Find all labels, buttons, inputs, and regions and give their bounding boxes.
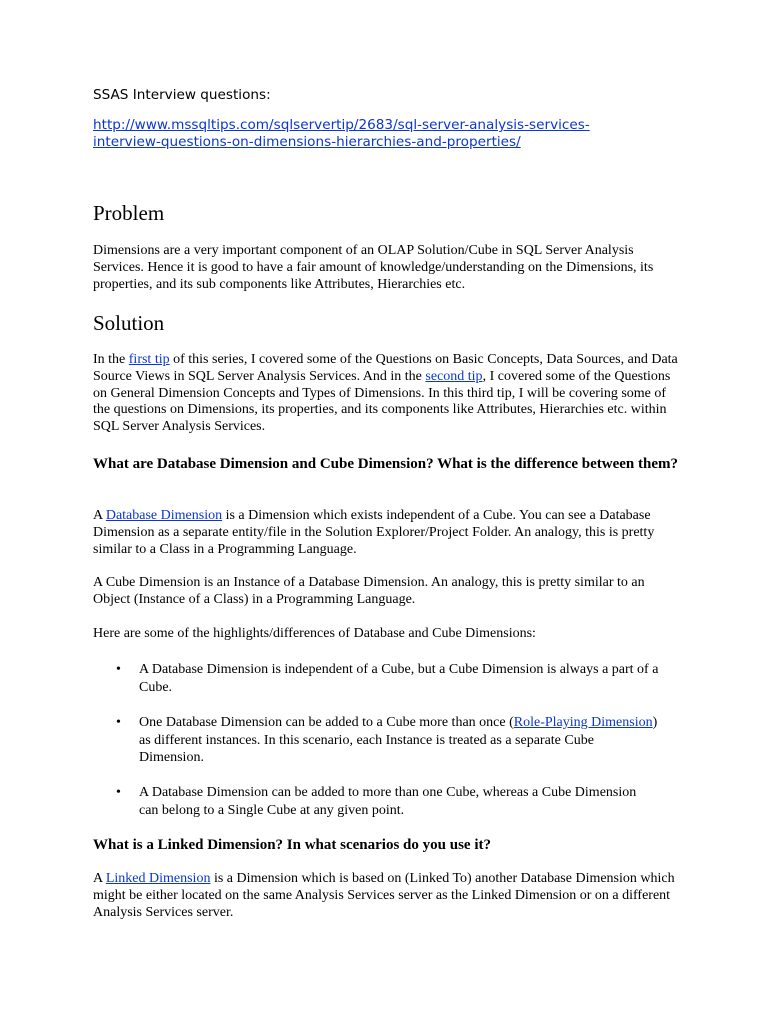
first-tip-link[interactable]: first tip [128, 352, 170, 367]
bullet-icon: • [116, 662, 121, 677]
bullet2-text-b: ) as different instances. In this scenario, each Instance is treated as a separate Cube Dimension. [139, 715, 658, 765]
question-1-heading: What are Database Dimension and Cube Dimension? What is the difference between them? [93, 456, 678, 472]
q1-text-a: A [93, 508, 106, 523]
linked-dimension-link[interactable]: Linked Dimension [105, 871, 211, 886]
solution-heading: Solution [93, 311, 165, 335]
q2-text-b: is a Dimension which is based on (Linked To) another Database Dimension which might be either located on the same Analysis Services server as the Linked Dimension or on a different Analysis Services server. [93, 871, 675, 920]
list-item-text [139, 714, 659, 767]
source-link[interactable] [93, 117, 653, 151]
intro-title: SSAS Interview questions: [93, 87, 271, 103]
cube-dimension-paragraph: A Cube Dimension is an Instance of a Database Dimension. An analogy, this is pretty similar to an Object (Instance of a Class) in a Programming Language. [93, 575, 645, 607]
bullet2-text-a: One Database Dimension can be added to a Cube more than once ( [139, 715, 514, 730]
bullet-icon: • [116, 715, 121, 730]
second-tip-link[interactable]: second tip [425, 368, 483, 384]
role-playing-dimension-link[interactable]: Role-Playing Dimension [513, 715, 653, 730]
database-dimension-link[interactable]: Database Dimension [105, 508, 223, 523]
list-item-text: A Database Dimension can be added to more than one Cube, whereas a Cube Dimension can belong to a Single Cube at any given point. [139, 785, 637, 818]
bullet-icon: • [116, 785, 121, 800]
source-link-text[interactable]: http://www.mssqltips.com/sqlservertip/2683/sql-server-analysis-services-interview-questions-on-dimensions-hierarchies-and-properties/ [93, 117, 590, 150]
q1-text-b: is a Dimension which exists independent of a Cube. You can see a Database Dimension as a separate entity/file in the Solution Explorer/Project Folder. An analogy, this is pretty similar to a Class in a Programming Language. [93, 508, 655, 557]
problem-heading: Problem [93, 201, 165, 225]
q2-text-a: A [93, 871, 106, 886]
question-2-heading: What is a Linked Dimension? In what scenarios do you use it? [93, 837, 491, 853]
solution-text-b: of this series, I covered some of the Questions on Basic Concepts, Data Sources, and Data Source Views in SQL Server Analysis Services. And in the [93, 352, 678, 384]
solution-paragraph [93, 352, 683, 436]
problem-paragraph: Dimensions are a very important component of an OLAP Solution/Cube in SQL Server Analysis Services. Hence it is good to have a fair amount of knowledge/understanding on the Dimensions, its properties, and its sub components like Attributes, Hierarchies etc. [93, 243, 654, 292]
database-dimension-paragraph [93, 508, 683, 558]
highlights-intro: Here are some of the highlights/differences of Database and Cube Dimensions: [93, 626, 536, 641]
solution-text-c: , I covered some of the Questions on General Dimension Concepts and Types of Dimensions. In this third tip, I will be covering some of the questions on Dimensions, its properties, and its components like Attributes, Hierarchies etc. within SQL Server Analysis Services. [93, 368, 671, 435]
linked-dimension-paragraph [93, 871, 683, 921]
solution-text-a: In the [93, 352, 129, 367]
list-item-text: A Database Dimension is independent of a Cube, but a Cube Dimension is always a part of a Cube. [139, 662, 659, 695]
